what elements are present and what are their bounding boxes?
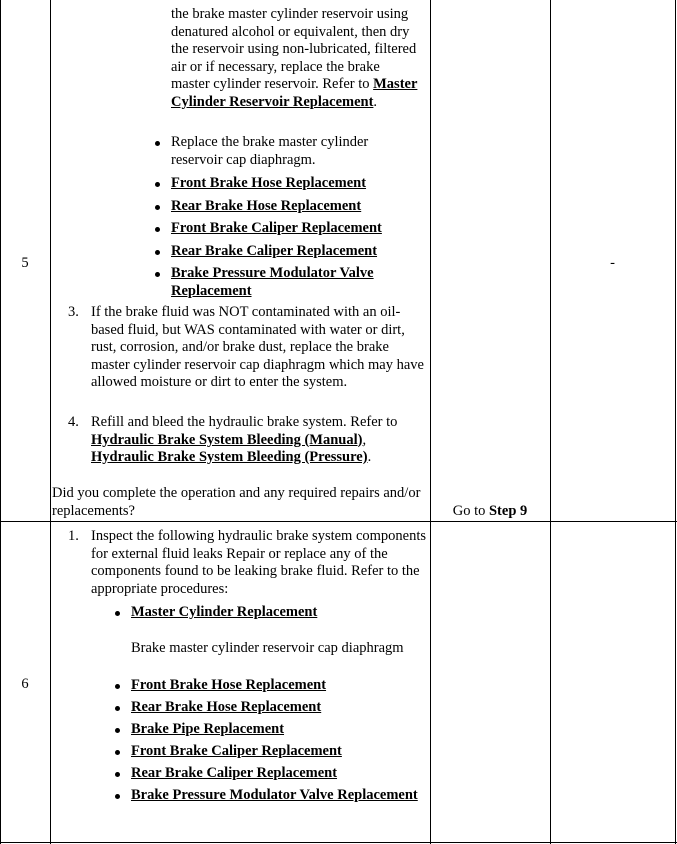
list-item: [171, 198, 421, 216]
rear-brake-hose-replacement-link[interactable]: Rear Brake Hose Replacement: [131, 699, 322, 715]
bullet-icon: [115, 794, 120, 799]
front-brake-hose-replacement-link[interactable]: Front Brake Hose Replacement: [131, 677, 327, 693]
punctuation: .: [367, 449, 372, 465]
step-number-cell: [0, 255, 50, 273]
table-column-divider: [50, 0, 51, 844]
brake-pressure-modulator-valve-replacement-link[interactable]: Brake Pressure Modulator Valve Replacement: [171, 265, 374, 299]
list-item: [131, 699, 430, 717]
front-brake-hose-replacement-link[interactable]: Front Brake Hose Replacement: [171, 175, 367, 191]
master-cylinder-replacement-link[interactable]: Master Cylinder Replacement: [131, 604, 318, 620]
list-item: [171, 265, 421, 300]
note-text: [131, 640, 430, 658]
list-item: [171, 175, 421, 193]
list-item: [171, 243, 421, 261]
bullet-icon: [155, 141, 160, 146]
punctuation: ,: [362, 431, 367, 448]
continued-text: the brake master cylinder reservoir using denatured alcohol or equivalent, then dry the reservoir using non-lubricated, filtered air or if necessary, replace the brake master cylinder reservoir. Refer to: [171, 6, 417, 92]
bullet-text: Replace the brake master cylinder reservoir cap diaphragm.: [171, 134, 369, 168]
bullet-icon: [155, 227, 160, 232]
hydraulic-bleeding-pressure-link[interactable]: Hydraulic Brake System Bleeding (Pressure): [91, 449, 368, 465]
table-border-right: [675, 0, 676, 844]
list-item: [131, 765, 430, 783]
no-action: -: [610, 255, 615, 271]
bullet-icon: [155, 182, 160, 187]
bullet-icon: [115, 611, 120, 616]
numbered-item-3: [68, 304, 430, 392]
list-item: [171, 220, 421, 238]
rear-brake-caliper-replacement-link[interactable]: Rear Brake Caliper Replacement: [171, 242, 378, 259]
row5-bullet-list: [171, 134, 421, 300]
row-divider: [0, 521, 677, 522]
question: Did you complete the operation and any required repairs and/or replacements?: [52, 485, 421, 519]
list-item: [131, 721, 430, 739]
item-number: 3.: [68, 304, 79, 320]
brake-pipe-replacement-link[interactable]: Brake Pipe Replacement: [131, 721, 285, 737]
note: Brake master cylinder reservoir cap diaphragm: [131, 640, 404, 656]
item-number: 4.: [68, 414, 79, 430]
master-cylinder-reservoir-replacement-link[interactable]: Master Cylinder Reservoir Replacement: [171, 76, 418, 110]
punctuation: .: [373, 93, 378, 110]
bullet-icon: [115, 706, 120, 711]
item-number: 1.: [68, 528, 79, 544]
yes-action-cell: [430, 503, 550, 521]
front-brake-caliper-replacement-link[interactable]: Front Brake Caliper Replacement: [131, 743, 342, 759]
bullet-icon: [155, 205, 160, 210]
step-9-link[interactable]: Step 9: [488, 503, 528, 519]
step-number: 5: [21, 255, 29, 271]
item-text: Refill and bleed the hydraulic brake system. Refer to: [91, 414, 398, 430]
hydraulic-bleeding-manual-link[interactable]: Hydraulic Brake System Bleeding (Manual): [91, 431, 363, 448]
bullet-icon: [115, 684, 120, 689]
numbered-item-4: [68, 414, 430, 467]
table-border-bottom: [0, 842, 677, 843]
table-border-left: [0, 0, 1, 844]
no-action-cell: [550, 255, 675, 273]
table-column-divider: [550, 0, 551, 844]
item-text: If the brake fluid was NOT contaminated with an oil-based fluid, but WAS contaminated with water or dirt, rust, corrosion, and/or brake dust, replace the brake master cylinder reservoir cap diaphragm which may have allowed moisture or dirt to enter the system.: [91, 304, 424, 390]
bullet-icon: [115, 750, 120, 755]
yes-prefix: Go to: [452, 503, 486, 519]
rear-brake-hose-replacement-link[interactable]: Rear Brake Hose Replacement: [171, 197, 362, 214]
continued-paragraph: [171, 6, 421, 111]
row6-first-bullet: [131, 604, 430, 622]
bullet-icon: [115, 728, 120, 733]
rear-brake-caliper-replacement-link[interactable]: Rear Brake Caliper Replacement: [131, 765, 338, 781]
list-item: [131, 743, 430, 761]
list-item: [131, 604, 430, 622]
bullet-icon: [155, 250, 160, 255]
list-item: [131, 677, 430, 695]
item-text: Inspect the following hydraulic brake system components for external fluid leaks Repair or replace any of the components found to be leaking brake fluid. Refer to the appropriate procedures:: [91, 528, 427, 597]
list-item: [171, 134, 421, 169]
numbered-item-1: [68, 528, 430, 598]
row6-bullet-list: [131, 677, 430, 805]
step-number: 6: [21, 676, 29, 692]
brake-pressure-modulator-valve-replacement-link[interactable]: Brake Pressure Modulator Valve Replacement: [131, 787, 418, 803]
front-brake-caliper-replacement-link[interactable]: Front Brake Caliper Replacement: [171, 220, 382, 236]
list-item: [131, 787, 430, 805]
question-text: [52, 485, 428, 520]
step-number-cell: [0, 676, 50, 694]
bullet-icon: [155, 272, 160, 277]
table-column-divider: [430, 0, 431, 844]
bullet-icon: [115, 772, 120, 777]
